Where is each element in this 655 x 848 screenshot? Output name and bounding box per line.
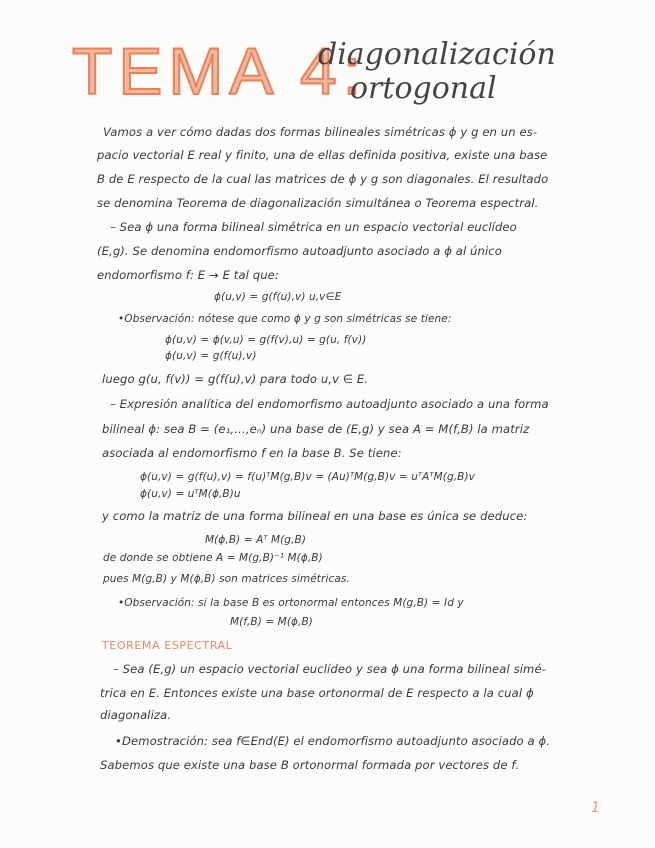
formula-line: M(ϕ,B) = Aᵀ M(g,B) bbox=[205, 534, 307, 546]
text-line: – Sea (E,g) un espacio vectorial euclídeo y sea ϕ una forma bilineal simé- bbox=[113, 662, 546, 676]
title-line-1: diagonalización bbox=[318, 37, 556, 72]
formula-line: ϕ(u,v) = g(f(u),v) bbox=[165, 350, 257, 362]
text-line: trica en E. Entonces existe una base ortonormal de E respecto a la cual ϕ bbox=[100, 686, 534, 700]
formula-line: ϕ(u,v) = ϕ(v,u) = g(f(v),u) = g(u, f(v)) bbox=[165, 334, 367, 346]
formula-line: ϕ(u,v) = g(f(u),v) = f(u)ᵀM(g,B)v = (Au)ᵀM(g,B)v = uᵀAᵀM(g,B)v bbox=[140, 471, 475, 483]
page-number: 1 bbox=[591, 800, 600, 816]
text-line: – Sea ϕ una forma bilineal simétrica en un espacio vectorial euclídeo bbox=[110, 220, 517, 234]
text-line: (E,g). Se denomina endomorfismo autoadjunto asociado a ϕ al único bbox=[97, 244, 502, 258]
formula-line: M(f,B) = M(ϕ,B) bbox=[230, 616, 313, 628]
formula-line: ϕ(u,v) = uᵀM(ϕ,B)u bbox=[140, 488, 241, 500]
text-line: de donde se obtiene A = M(g,B)⁻¹ M(ϕ,B) bbox=[103, 552, 323, 564]
text-line: pacio vectorial E real y finito, una de ellas definida positiva, existe una base bbox=[97, 148, 548, 162]
section-heading: TEOREMA ESPECTRAL bbox=[102, 639, 233, 652]
text-line: y como la matriz de una forma bilineal en una base es única se deduce: bbox=[102, 509, 528, 523]
text-line: •Demostración: sea f∈End(E) el endomorfismo autoadjunto asociado a ϕ. bbox=[115, 734, 551, 748]
text-line: – Expresión analítica del endomorfismo autoadjunto asociado a una forma bbox=[110, 397, 549, 411]
text-line: •Observación: nótese que como ϕ y g son simétricas se tiene: bbox=[118, 313, 452, 325]
text-line: diagonaliza. bbox=[100, 708, 172, 722]
text-line: bilineal ϕ: sea B = (e₁,…,eₙ) una base de (E,g) y sea A = M(f,B) la matriz bbox=[102, 422, 530, 436]
title-main: TEMA 4: bbox=[72, 34, 368, 108]
text-line: pues M(g,B) y M(ϕ,B) son matrices simétricas. bbox=[103, 573, 350, 585]
text-line: •Observación: si la base B es ortonormal entonces M(g,B) = Id y bbox=[118, 597, 464, 609]
text-line: Sabemos que existe una base B ortonormal formada por vectores de f. bbox=[100, 758, 520, 772]
text-line: endomorfismo f: E → E tal que: bbox=[97, 268, 279, 282]
formula-line: ϕ(u,v) = g(f(u),v) u,v∈E bbox=[214, 291, 342, 303]
text-line: B de E respecto de la cual las matrices de ϕ y g son diagonales. El resultado bbox=[97, 172, 549, 186]
title-line-2: ortogonal bbox=[350, 71, 497, 106]
text-line: luego g(u, f(v)) = g(f(u),v) para todo u,v ∈ E. bbox=[102, 372, 369, 386]
text-line: asociada al endomorfismo f en la base B. Se tiene: bbox=[102, 446, 402, 460]
text-line: se denomina Teorema de diagonalización simultánea o Teorema espectral. bbox=[97, 196, 539, 210]
text-line: Vamos a ver cómo dadas dos formas bilineales simétricas ϕ y g en un es- bbox=[103, 125, 538, 139]
